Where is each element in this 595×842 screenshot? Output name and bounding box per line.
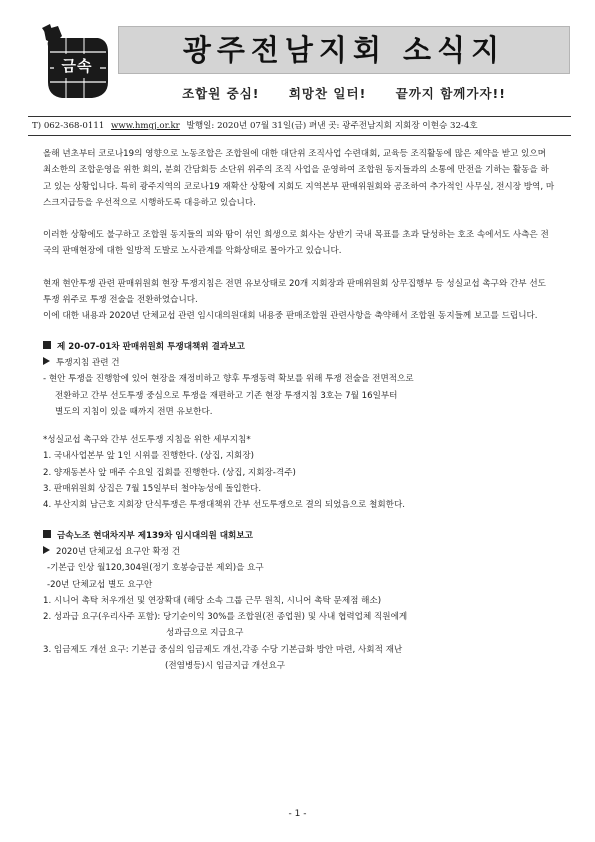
paragraph-2: 이러한 상황에도 불구하고 조합원 동지들의 피와 땀이 섞인 희생으로 회사는 상반기 국내 목표를 초과 달성하는 호조 속에서도 사측은 전국의 판매현장에 대한 일방적 도발로 노사관계를 악화상태로 몰아가고 있습니다. [43,230,549,257]
section-1-line-3: 별도의 지침이 있을 때까지 전면 유보한다. [55,406,213,417]
section-1-line-1: - 현안 투쟁을 진행함에 있어 현장을 재정비하고 향후 투쟁동력 확보를 위해 투쟁 전술을 전면적으로 [43,374,414,385]
detail-item-2: 2. 양재동본사 앞 매주 수요일 집회를 진행한다. (상집, 지회장-격주) [43,467,296,478]
paragraph-1: 올해 년초부터 코로나19의 영향으로 노동조합은 조합원에 대한 대단위 조직사업 수련대회, 교육등 조직활동에 많은 제약을 받고 있으며 최소한의 조합운영을 위한 회의, 분회 간담회등 소단위 위주의 조직 사업을 운영하여 조합원 동지들과의 소통에 만전을 기하는 활동을 하고 있는 상황입니다. 특히 광주지역의 코로나19 재확산 상황에 지회도 지역본부 판매위원회와 공조하여 추가적인 사무실, 전시장 방역, 마스크지급등을 우선적으로 시행하도록 대응하고 있습니다. [43,149,555,208]
title-banner [118,26,570,74]
detail-item-4: 4. 부산지회 남근호 지회장 단식투쟁은 투쟁대책위 간부 선도투쟁으로 결의 되었음으로 철회한다. [43,500,406,511]
slogan [118,84,570,102]
website-link[interactable]: www.hmgj.or.kr [111,121,180,131]
section-2-subheading: 2020년 단체교섭 요구안 확정 건 [43,544,555,560]
slogan-1: 조합원 중심! [182,86,260,101]
detail-item-1: 1. 국내사업본부 앞 1인 시위를 진행한다. (상집, 지회장) [43,451,254,462]
base-pay-demand: -기본급 인상 월120,304원(정기 호봉승급분 제외)을 요구 [47,563,264,574]
triangle-bullet-icon [43,546,50,554]
page-title: 광주전남지회 소식지 [182,33,506,67]
section-2-heading: 금속노조 현대차지부 제139차 임시대의원 대회보고 [43,528,555,544]
slogan-2: 희망찬 일터! [288,86,367,101]
detail-title: *성실교섭 촉구와 간부 선도투쟁 지침을 위한 세부지침* [43,435,251,446]
demand-item-3: 3. 임금제도 개선 요구: 기본급 중심의 임금제도 개선,각종 수당 기본급화 방안 마련, 사회적 재난 [43,644,403,655]
article-body [43,146,555,674]
section-1-line-2: 전환하고 간부 선도투쟁 중심으로 투쟁을 재편하고 기존 현장 투쟁지침 3호는 7월 16일부터 [55,390,398,401]
union-logo [36,22,116,104]
publication-details: 발행일: 2020년 07월 31일(금) 펴낸 곳: 광주전남지회 지회장 이현승 32-4호 [186,121,478,131]
paragraph-4: 이에 대한 내용과 2020년 단체교섭 관련 임시대의원대회 내용중 판매조합원 관련사항을 축약해서 조합원 동지들께 보고를 드립니다. [43,311,538,322]
demand-item-1: 1. 시니어 촉탁 처우개선 및 연장확대 (해당 소속 그룹 근무 원칙, 시니어 촉탁 문제점 해소) [43,595,382,606]
square-bullet-icon [43,341,51,349]
square-bullet-icon [43,530,51,538]
section-1-heading: 제 20-07-01차 판매위원회 투쟁대책위 결과보고 [43,339,555,355]
publication-info [28,116,571,136]
detail-item-3: 3. 판매위원회 상집은 7월 15일부터 철야농성에 돌입한다. [43,484,262,495]
separate-demands-title: -20년 단체교섭 별도 요구안 [47,579,153,590]
slogan-3: 끝까지 함께가자!! [395,86,506,101]
demand-item-3-cont: (전염병등)시 임금지급 개선요구 [165,661,286,672]
demand-item-2-cont: 성과금으로 지급요구 [166,628,244,639]
triangle-bullet-icon [43,357,50,365]
page-number: - 1 - [288,809,307,819]
phone-number: T) 062-368-0111 [32,121,105,131]
section-1-subheading: 투쟁지침 관련 건 [43,355,555,371]
logo-text: 금속 [61,57,93,75]
paragraph-3: 현재 현안투쟁 관련 판매위원회 현장 투쟁지침은 전면 유보상태로 20개 지회장과 판매위원회 상무집행부 등 성실교섭 촉구와 간부 선도 투쟁 위주로 투쟁 전술을 전환하였습니다. [43,278,546,306]
demand-item-2: 2. 성과급 요구(우리사주 포함): 당기순이익 30%를 조합원(전 종업원) 및 사내 협력업체 직원에게 [43,612,408,623]
